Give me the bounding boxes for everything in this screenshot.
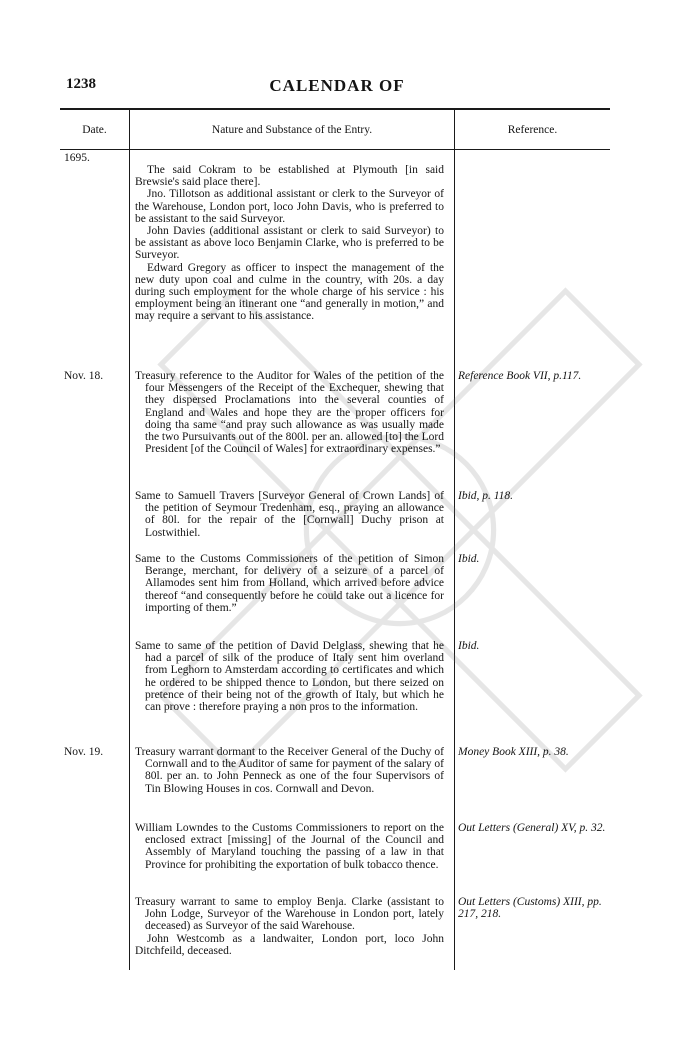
column-header-reference: Reference.: [507, 124, 558, 136]
entry-reference: Reference Book VII, p.117.: [458, 370, 582, 382]
entry-paragraph: The said Cokram to be established at Plymouth [in said Brewsie's said place there].: [135, 164, 444, 189]
table-header-rule: [60, 149, 610, 150]
entry-text: [135, 896, 444, 957]
entry-reference: Ibid.: [458, 640, 480, 652]
entry-reference: Money Book XIII, p. 38.: [458, 746, 569, 758]
entry-text: [135, 822, 444, 871]
entry-paragraph: Same to the Customs Commissioners of the petition of Simon Berange, merchant, for delivery of a seizure of a parcel of Allamodes sent him from Holland, which arrived before advice thereof “and consequently before he could take out a licence for importing of them.”: [135, 553, 444, 614]
entry-paragraph: John Davies (additional assistant or clerk to said Surveyor) to be assistant as above loco Benjamin Clarke, who is preferred to be Surveyor.: [135, 225, 444, 262]
entry-reference: Out Letters (General) XV, p. 32.: [458, 822, 606, 834]
entry-paragraph: Treasury warrant dormant to the Receiver General of the Duchy of Cornwall and to the Auditor of same for payment of the salary of 80l. per an. to John Penneck as one of the four Supervisors of Tin Blowing Houses in cos. Cornwall and Devon.: [135, 746, 444, 795]
running-title: CALENDAR OF: [269, 76, 405, 95]
entry-paragraph: Edward Gregory as officer to inspect the management of the new duty upon coal and culme in the country, with 20s. a day during such employment for the whole charge of his service : his employment being an itinerant one “and generally in motion,” and may require a servant to his assistance.: [135, 261, 444, 323]
entry-date: Nov. 18.: [64, 370, 104, 382]
column-divider-right: [454, 110, 455, 970]
year-heading: 1695.: [64, 152, 90, 164]
entry-text: [135, 164, 444, 323]
entry-reference: Ibid.: [458, 553, 480, 565]
entry-paragraph: Same to same of the petition of David Delglass, shewing that he had a parcel of silk of the produce of Italy sent him overland from Leghorn to Amsterdam according to certificates and which he ordered to be shipped thence to London, but there seized on pretence of their being not of the growth of Italy, but which he can prove : therefore praying a non pros to the information.: [135, 640, 444, 714]
page-number: 1238: [66, 76, 96, 92]
entry-paragraph: William Lowndes to the Customs Commissioners to report on the enclosed extract [missing] of the Journal of the Council and Assembly of Maryland touching the passing of a law in that Province for prohibiting the exportation of bulk tobacco thence.: [135, 822, 444, 871]
entry-text: [135, 490, 444, 539]
entry-paragraph: Jno. Tillotson as additional assistant or clerk to the Surveyor of the Warehouse, London port, loco John Davis, who is preferred to be assistant to the said Surveyor.: [135, 188, 444, 225]
column-divider-left: [129, 110, 130, 970]
entry-date: Nov. 19.: [64, 746, 104, 758]
table-top-rule: [60, 108, 610, 110]
column-header-date: Date.: [82, 124, 107, 136]
entry-paragraph: Treasury reference to the Auditor for Wales of the petition of the four Messengers of the Receipt of the Exchequer, shewing that they dispersed Proclamations into the several counties of England and Wales and hope they are the proper officers for doing tha same “and pray such allowance as was usually made the two Pursuivants out of the 800l. per an. allowed [to] the Lord President [of the Council of Wales] for extraordinary expenses.”: [135, 370, 444, 456]
entry-reference: Ibid, p. 118.: [458, 490, 514, 502]
entry-reference: Out Letters (Customs) XIII, pp. 217, 218.: [458, 896, 602, 921]
column-header-nature: Nature and Substance of the Entry.: [211, 124, 373, 136]
entry-text: [135, 746, 444, 795]
entry-paragraph: Treasury warrant to same to employ Benja. Clarke (assistant to John Lodge, Surveyor of the Warehouse in London port, lately deceased) as Surveyor of the said Warehouse.: [135, 896, 444, 933]
entry-text: [135, 370, 444, 455]
entry-paragraph: Same to Samuell Travers [Surveyor General of Crown Lands] of the petition of Seymour Tredenham, esq., praying an allowance of 80l. for the repair of the [Cornwall] Duchy prison at Lostwithiel.: [135, 490, 444, 539]
entry-paragraph: John Westcomb as a landwaiter, London port, loco John Ditchfeild, deceased.: [135, 932, 444, 957]
entry-text: [135, 640, 444, 713]
entry-text: [135, 553, 444, 614]
